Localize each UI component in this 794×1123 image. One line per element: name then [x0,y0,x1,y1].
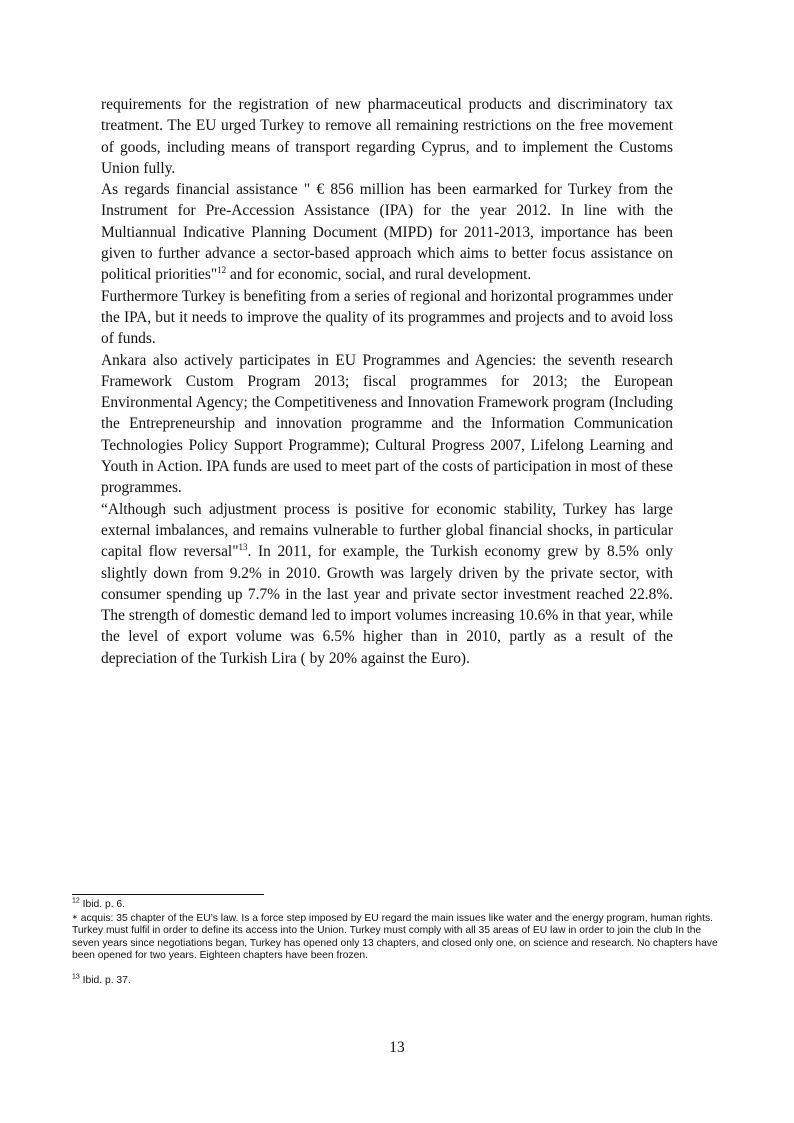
economic-stability-text: “Although such adjustment process is positive for economic stability, Turkey has large external imbalances, and remains vulnerable to further global financial shocks, in particular capital flow reversal" [101,500,673,561]
financial-assistance-text-end: and for economic, social, and rural development. [226,266,532,284]
footnote-13-text: Ibid. p. 37. [79,974,131,986]
footnote-ref-13[interactable]: 13 [238,542,248,553]
economic-stability-text-end: . In 2011, for example, the Turkish economy grew by 8.5% only slightly down from 9.2% in 2010. Growth was largely driven by the private sector, with consumer spending up 7.7% in the last year and private sector investment reached 22.8%. The strength of domestic demand led to import volumes increasing 10.6% in that year, while the level of export volume was 6.5% higher than in 2010, partly as a result of the depreciation of the Turkish Lira ( by 20% against the Euro). [101,543,674,667]
footnote-ref-12[interactable]: 12 [217,265,227,276]
footnote-13 [72,975,722,988]
paragraph-regional-programmes: Furthermore Turkey is benefiting from a series of regional and horizontal programmes under the IPA, but it needs to improve the quality of its programmes and projects and to avoid loss of funds. [101,287,673,348]
body-text [101,94,673,669]
footnote-13-number: 13 [72,973,80,981]
asterisk-icon: ∗ [72,913,78,921]
footnotes [72,899,722,988]
footnote-acquis [72,912,722,963]
financial-assistance-text: As regards financial assistance " € 856 million has been earmarked for Turkey from the Instrument for Pre-Accession Assistance (IPA) for the year 2012. In line with the Multiannual Indicative Planning Document (MIPD) for 2011-2013, importance has been given to further advance a sector-based approach which aims to better focus assistance on political priorities" [101,181,673,284]
paragraph-customs-union: requirements for the registration of new pharmaceutical products and discriminatory tax treatment. The EU urged Turkey to remove all remaining restrictions on the free movement of goods, including means of transport regarding Cyprus, and to implement the Customs Union fully. [101,96,673,177]
paragraph-economic-stability [101,499,673,669]
page-number: 13 [389,1039,405,1056]
footnote-12-text: Ibid. p. 6. [79,899,126,910]
footnote-separator [72,894,264,895]
paragraph-financial-assistance [101,179,673,285]
paragraph-eu-programmes: Ankara also actively participates in EU Programmes and Agencies: the seventh research Framework Custom Program 2013; fiscal programmes for 2013; the European Environmental Agency; the Competitiveness and Innovation Framework program (Including the Entrepreneurship and innovation programme and the Information Communication Technologies Policy Support Programme); Cultural Progress 2007, Lifelong Learning and Youth in Action. IPA funds are used to meet part of the costs of participation in most of these programmes. [101,351,673,497]
footnote-acquis-text: acquis: 35 chapter of the EU’s law. Is a force step imposed by EU regard the main issues like water and the energy program, human rights. Turkey must fulfil in order to define its access into the Union. Turkey must comply with all 35 areas of EU law in order to join the club In the seven years since negotiations began, Turkey has opened only 13 chapters, and closed only one, on science and research. No chapters have been opened for two years. Eighteen chapters have been frozen. [72,912,718,962]
footnote-12 [72,899,722,912]
footnote-12-number: 12 [72,897,80,905]
